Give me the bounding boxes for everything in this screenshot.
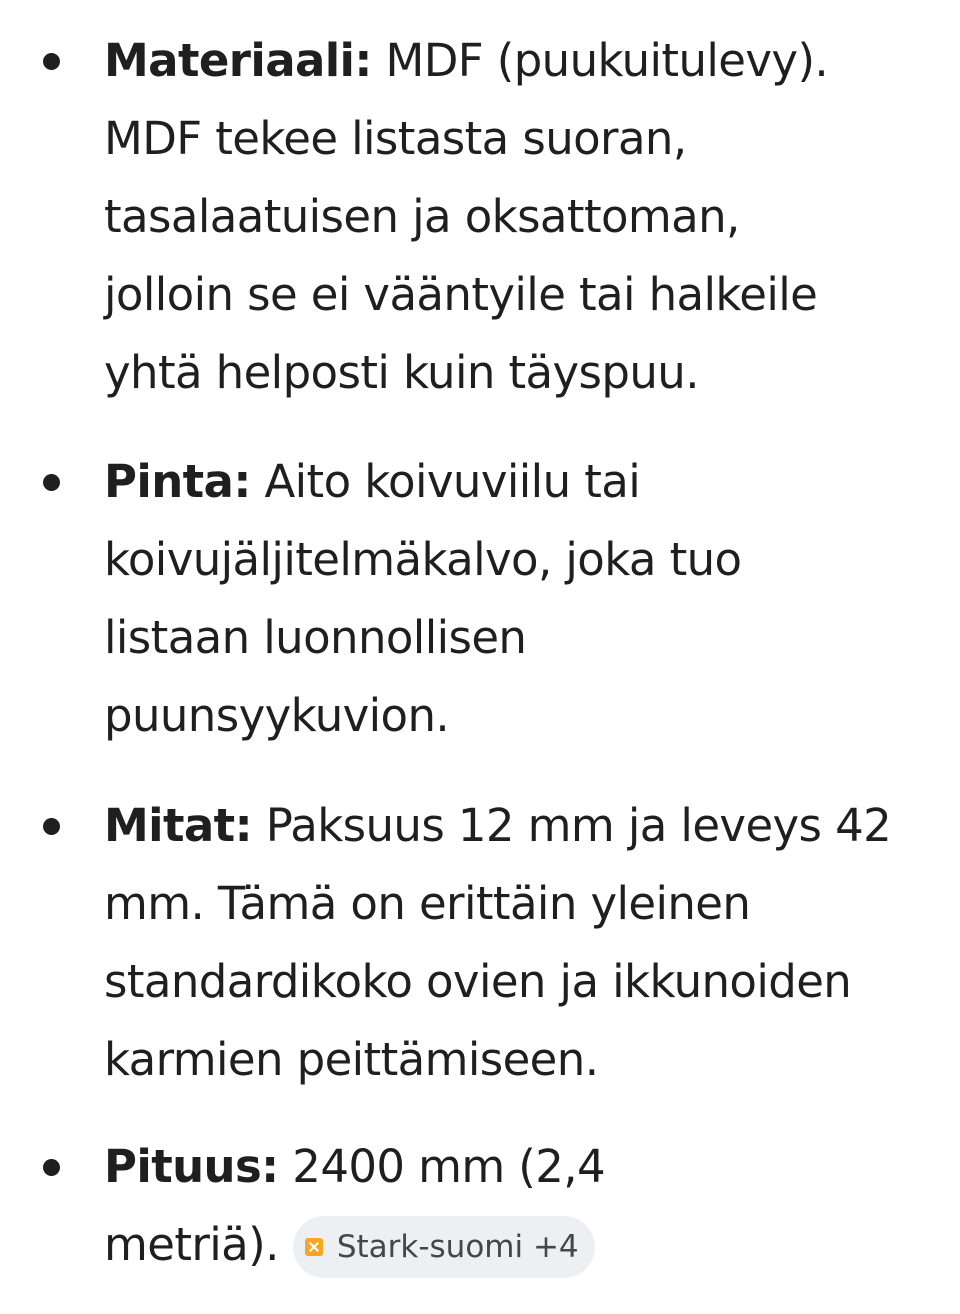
bullet-icon [43,53,60,70]
bullet-icon [43,818,60,835]
item-text: puunsyykuvion. [104,689,450,742]
item-text: karmien peittämiseen. [104,1033,599,1086]
item-text: standardikoko ovien ja ikkunoiden [104,955,852,1008]
source-chip[interactable] [293,1216,595,1278]
item-label: Mitat: [104,799,252,852]
item-text: yhtä helposti kuin täyspuu. [104,346,699,399]
source-chip-label: Stark-suomi +4 [336,1229,579,1265]
item-text: mm. Tämä on erittäin yleinen [104,877,751,930]
bullet-icon [43,474,60,491]
item-text: metriä). [104,1218,279,1271]
item-label: Pinta: [104,455,251,508]
item-text: jolloin se ei vääntyile tai halkeile [104,268,818,321]
stark-favicon-icon [305,1238,323,1256]
item-text: MDF (puukuitulevy). [385,34,829,87]
bullet-icon [43,1159,60,1176]
item-text: Aito koivuviilu tai [264,455,641,508]
item-text: Paksuus 12 mm ja leveys 42 [265,799,892,852]
item-label: Pituus: [104,1140,279,1193]
item-label: Materiaali: [104,34,372,87]
item-text: MDF tekee listasta suoran, [104,112,687,165]
item-text: tasalaatuisen ja oksattoman, [104,190,740,243]
item-text: listaan luonnollisen [104,611,527,664]
item-text: 2400 mm (2,4 [292,1140,606,1193]
item-text: koivujäljitelmäkalvo, joka tuo [104,533,742,586]
